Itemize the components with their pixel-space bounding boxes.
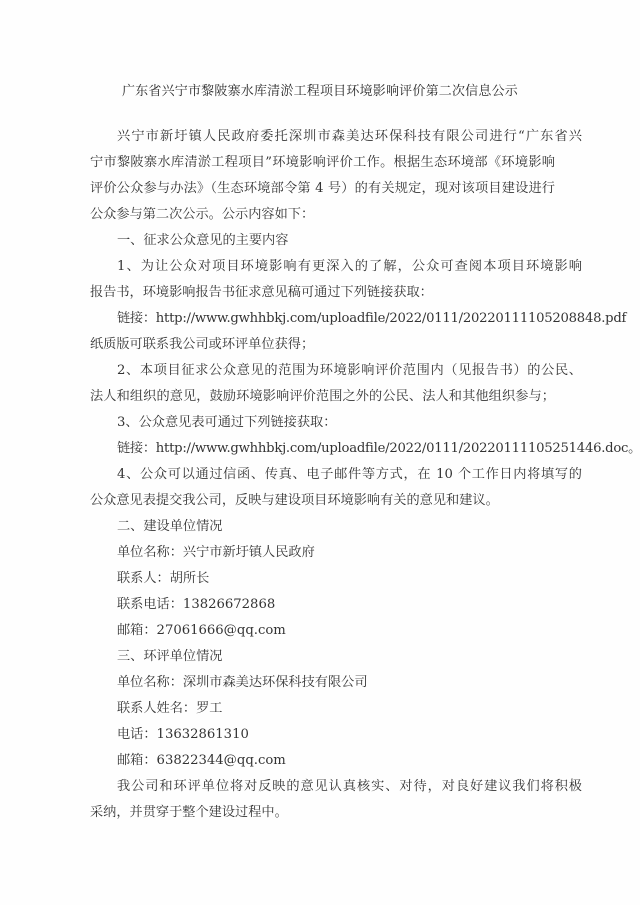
eia-unit-name: 单位名称：深圳市森美达环保科技有限公司 <box>117 675 368 690</box>
intro-line-3: 评价公众参与办法》（生态环境部令第 4 号）的有关规定，现对该项目建设进行 <box>90 181 555 196</box>
item1-line-2: 报告书，环境影响报告书征求意见稿可通过下列链接获取： <box>90 285 433 300</box>
item4-line-2: 公众意见表提交我公司，反映与建设项目环境影响有关的意见和建议。 <box>90 493 499 508</box>
builder-contact: 联系人：胡所长 <box>117 571 210 586</box>
section2-heading: 二、建设单位情况 <box>117 519 223 534</box>
eia-contact: 联系人姓名：罗工 <box>117 701 223 716</box>
eia-email: 邮箱：63822344@qq.com <box>117 753 286 768</box>
intro-line-2: 宁市黎陂寨水库清淤工程项目”环境影响评价工作。根据生态环境部《环境影响 <box>90 155 555 170</box>
item2-line-1: 2、本项目征求公众意见的范围为环境影响评价范围内（见报告书）的公民、 <box>117 363 582 378</box>
item4-line-1: 4、公众可以通过信函、传真、电子邮件等方式，在 10 个工作日内将填写的 <box>117 467 582 482</box>
item3-text: 3、公众意见表可通过下列链接获取： <box>117 415 337 430</box>
builder-email: 邮箱：27061666@qq.com <box>117 623 286 638</box>
opinion-form-link[interactable]: 链接：http://www.gwhhbkj.com/uploadfile/2022/0111/20220111105251446.doc。 <box>117 441 641 456</box>
section3-heading: 三、环评单位情况 <box>117 649 223 664</box>
closing-line-1: 我公司和环评单位将对反映的意见认真核实、对待，对良好建议我们将积极 <box>117 779 582 794</box>
eia-phone: 电话：13632861310 <box>117 727 249 742</box>
report-link[interactable]: 链接：http://www.gwhhbkj.com/uploadfile/2022/0111/20220111105208848.pdf <box>117 311 627 326</box>
intro-line-4: 公众参与第二次公示。公示内容如下： <box>90 207 315 222</box>
section1-heading: 一、征求公众意见的主要内容 <box>117 233 289 248</box>
document-title: 广东省兴宁市黎陂寨水库清淤工程项目环境影响评价第二次信息公示 <box>121 84 518 99</box>
closing-line-2: 采纳，并贯穿于整个建设过程中。 <box>90 805 288 820</box>
builder-phone: 联系电话：13826672868 <box>117 597 276 612</box>
builder-unit-name: 单位名称：兴宁市新圩镇人民政府 <box>117 545 315 560</box>
intro-line-1: 兴宁市新圩镇人民政府委托深圳市森美达环保科技有限公司进行“广东省兴 <box>117 129 582 144</box>
item2-line-2: 法人和组织的意见，鼓励环境影响评价范围之外的公民、法人和其他组织参与； <box>90 389 555 404</box>
paper-version-note: 纸质版可联系我公司或环评单位获得； <box>90 337 315 352</box>
item1-line-1: 1、为让公众对项目环境影响有更深入的了解，公众可查阅本项目环境影响 <box>117 259 582 274</box>
